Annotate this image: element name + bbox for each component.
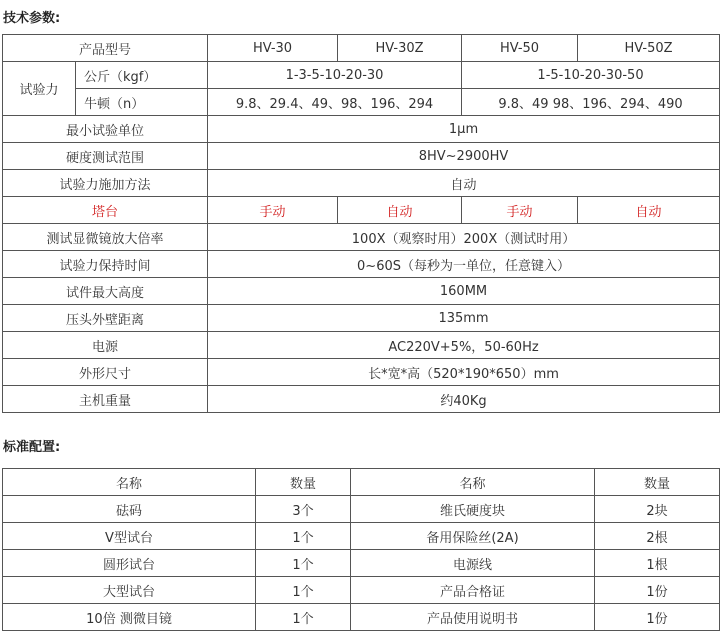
item-qty: 3个 bbox=[256, 496, 351, 523]
spec-value: 8HV~2900HV bbox=[208, 143, 720, 170]
item-name: 大型试台 bbox=[3, 577, 256, 604]
spec-label: 测试显微镜放大倍率 bbox=[3, 224, 208, 251]
spec-value: 1μm bbox=[208, 116, 720, 143]
header-qty: 数量 bbox=[256, 469, 351, 496]
item-name: 产品使用说明书 bbox=[351, 604, 595, 631]
spec-value: 160MM bbox=[208, 278, 720, 305]
table-row bbox=[3, 89, 720, 116]
tech-params-heading: 技术参数: bbox=[3, 11, 61, 26]
turret-hv30: 手动 bbox=[208, 197, 338, 224]
kgf-label: 公斤（kgf） bbox=[76, 62, 208, 89]
model-hv50z: HV-50Z bbox=[578, 35, 720, 62]
item-name: 维氏硬度块 bbox=[351, 496, 595, 523]
table-row bbox=[3, 386, 720, 413]
newton-hv50-values: 9.8、49 98、196、294、490 bbox=[462, 89, 720, 116]
table-row bbox=[3, 550, 720, 577]
newton-hv30-values: 9.8、29.4、49、98、196、294 bbox=[208, 89, 462, 116]
item-name: 10倍 测微目镜 bbox=[3, 604, 256, 631]
model-hv30: HV-30 bbox=[208, 35, 338, 62]
spec-label: 主机重量 bbox=[3, 386, 208, 413]
spec-label: 外形尺寸 bbox=[3, 359, 208, 386]
table-row bbox=[3, 251, 720, 278]
table-row bbox=[3, 604, 720, 631]
item-name: 电源线 bbox=[351, 550, 595, 577]
table-row bbox=[3, 496, 720, 523]
item-name: 产品合格证 bbox=[351, 577, 595, 604]
kgf-hv50-values: 1-5-10-20-30-50 bbox=[462, 62, 720, 89]
table-row bbox=[3, 35, 720, 62]
item-name: V型试台 bbox=[3, 523, 256, 550]
spec-value: 长*宽*高（520*190*650）mm bbox=[208, 359, 720, 386]
spec-label: 电源 bbox=[3, 332, 208, 359]
table-row bbox=[3, 116, 720, 143]
spec-value: AC220V+5%，50-60Hz bbox=[208, 332, 720, 359]
header-name: 名称 bbox=[3, 469, 256, 496]
item-qty: 2根 bbox=[595, 523, 720, 550]
spec-label: 试验力施加方法 bbox=[3, 170, 208, 197]
spec-label: 试件最大高度 bbox=[3, 278, 208, 305]
standard-config-heading: 标准配置: bbox=[3, 440, 61, 455]
table-row bbox=[3, 197, 720, 224]
item-qty: 1份 bbox=[595, 604, 720, 631]
spec-label: 压头外壁距离 bbox=[3, 305, 208, 332]
table-header-row bbox=[3, 469, 720, 496]
model-hv50: HV-50 bbox=[462, 35, 578, 62]
turret-hv50: 手动 bbox=[462, 197, 578, 224]
tech-params-table bbox=[2, 34, 720, 413]
table-row bbox=[3, 278, 720, 305]
standard-config-table bbox=[2, 468, 720, 631]
force-label: 试验力 bbox=[3, 62, 76, 116]
table-row bbox=[3, 62, 720, 89]
item-qty: 1份 bbox=[595, 577, 720, 604]
turret-label: 塔台 bbox=[3, 197, 208, 224]
table-row bbox=[3, 332, 720, 359]
item-qty: 1个 bbox=[256, 577, 351, 604]
table-row bbox=[3, 359, 720, 386]
table-row bbox=[3, 577, 720, 604]
table-row bbox=[3, 143, 720, 170]
spec-label: 最小试验单位 bbox=[3, 116, 208, 143]
item-name: 备用保险丝(2A) bbox=[351, 523, 595, 550]
turret-hv30z: 自动 bbox=[338, 197, 462, 224]
table-row bbox=[3, 224, 720, 251]
spec-value: 135mm bbox=[208, 305, 720, 332]
newton-label: 牛顿（n） bbox=[76, 89, 208, 116]
spec-value: 0~60S（每秒为一单位，任意键入） bbox=[208, 251, 720, 278]
spec-label: 硬度测试范围 bbox=[3, 143, 208, 170]
spec-value: 100X（观察时用）200X（测试时用） bbox=[208, 224, 720, 251]
table-row bbox=[3, 305, 720, 332]
item-name: 圆形试台 bbox=[3, 550, 256, 577]
spec-value: 约40Kg bbox=[208, 386, 720, 413]
kgf-hv30-values: 1-3-5-10-20-30 bbox=[208, 62, 462, 89]
table-row bbox=[3, 523, 720, 550]
item-name: 砝码 bbox=[3, 496, 256, 523]
header-name: 名称 bbox=[351, 469, 595, 496]
model-label: 产品型号 bbox=[3, 35, 208, 62]
spec-label: 试验力保持时间 bbox=[3, 251, 208, 278]
item-qty: 1个 bbox=[256, 604, 351, 631]
item-qty: 2块 bbox=[595, 496, 720, 523]
item-qty: 1个 bbox=[256, 550, 351, 577]
model-hv30z: HV-30Z bbox=[338, 35, 462, 62]
header-qty: 数量 bbox=[595, 469, 720, 496]
item-qty: 1个 bbox=[256, 523, 351, 550]
table-row bbox=[3, 170, 720, 197]
spec-value: 自动 bbox=[208, 170, 720, 197]
item-qty: 1根 bbox=[595, 550, 720, 577]
turret-hv50z: 自动 bbox=[578, 197, 720, 224]
